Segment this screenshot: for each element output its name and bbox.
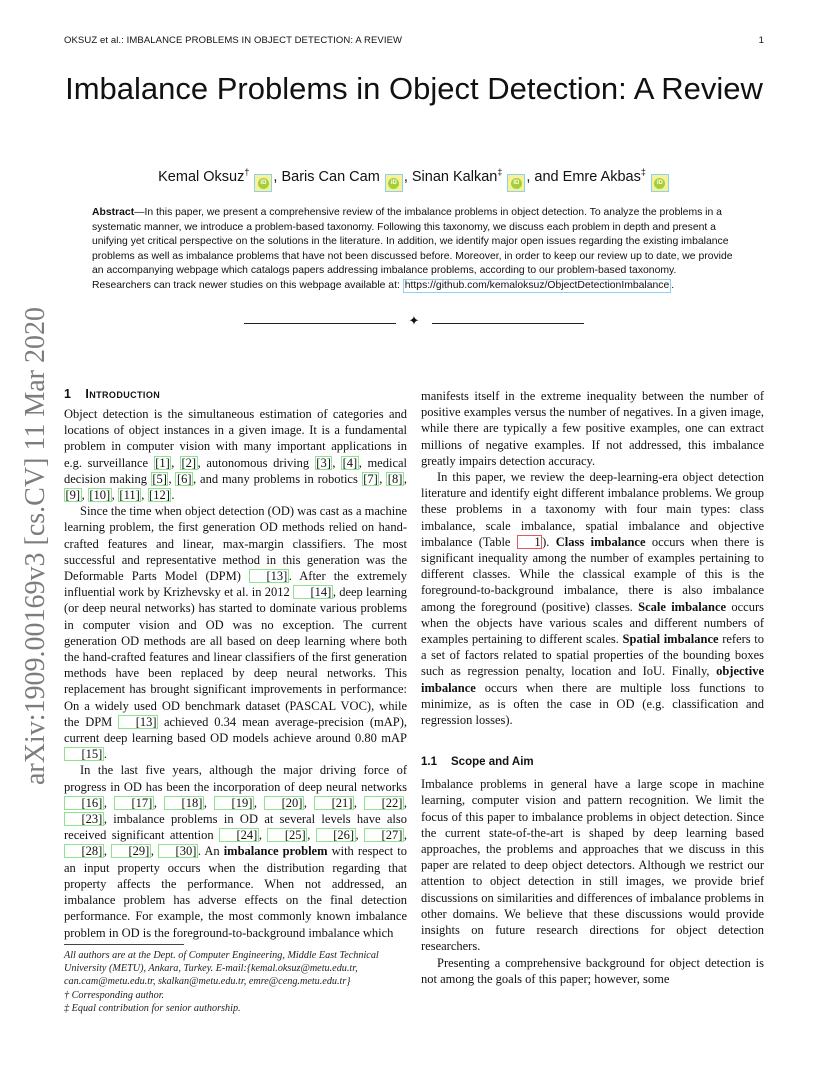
text-run: , xyxy=(403,471,407,486)
bold-term: Spatial imbalance xyxy=(622,632,719,647)
citation-link[interactable]: [2] xyxy=(181,455,197,470)
text-run: with respect to an input property occurs when the distribution regarding that property affects the performance. When not addressed, an imbalance problem has adverse effects on the final detection performance. For example, the most commonly known imbalance problem in OD is the foreground-to-background imbalance which xyxy=(64,844,408,940)
citation-link[interactable]: [26] xyxy=(316,828,356,842)
citation-link[interactable]: [13] xyxy=(249,569,289,583)
footnotes xyxy=(64,944,407,1015)
page-number: 1 xyxy=(758,35,764,46)
intro-paragraph-4: manifests itself in the extreme inequality between the number of positive examples versus the number of negatives. In a given image, while there are typically a few positive examples, one can extract millions of negative examples. If not addressed, this imbalance greatly impairs detection accuracy. xyxy=(421,389,764,468)
author-list: Kemal Oksuz† iD , Baris Can Cam iD , Sinan Kalkan‡ iD , and Emre Akbas‡ iD xyxy=(64,160,764,192)
text-run: occurs when there is significant inequality among the number of examples pertaining to different classes. While the classical example of this is the foreground-to-background imbalance, there is also imbalance among the foreground (positive) classes. xyxy=(421,534,765,614)
intro-paragraph-1 xyxy=(64,406,407,503)
text-run: , xyxy=(332,455,342,470)
section-divider xyxy=(244,316,584,332)
citation-link[interactable]: [17] xyxy=(114,796,154,810)
text-run: , xyxy=(111,488,118,503)
bold-term: imbalance problem xyxy=(223,844,328,859)
bold-term: Scale imbalance xyxy=(638,599,727,614)
citation-link[interactable]: [14] xyxy=(293,585,333,599)
orcid-icon-label: iD xyxy=(388,178,399,189)
orcid-icon[interactable] xyxy=(254,174,272,192)
text-run: , and many problems in robotics xyxy=(193,471,362,486)
text-run: refers to a set of factors related to spatial properties of the bounding boxes such as regression penalty, location and IoU. Finally, xyxy=(421,632,764,679)
citation-link[interactable]: [11] xyxy=(119,488,140,503)
divider-line-left xyxy=(244,323,396,324)
abstract-text: —In this paper, we present a comprehensive review of the imbalance problems in object detection. To analyze the problems in a systematic manner, we introduce a problem-based taxonomy. Following this taxonomy, we discuss each problem in depth and present a unifying yet critical perspective on the solutions in the literature. In addition, we identify major open issues regarding the existing imbalance problems as well as imbalance problems that have not been discussed before. Moreover, in order to keep our review up to date, we provide an accompanying webpage which catalogs papers addressing imbalance problems, according to our problem-based taxonomy. Researchers can track newer studies on this webpage available at: xyxy=(92,207,733,291)
text-run: occurs when the objects have various scales and different numbers of examples pertaining to different scales. xyxy=(421,599,764,647)
abstract-end: . xyxy=(671,279,675,291)
text-run: , xyxy=(379,471,387,486)
author-name: Sinan Kalkan xyxy=(411,168,498,185)
citation-link[interactable]: [10] xyxy=(89,488,111,503)
left-column xyxy=(64,385,407,941)
text-run: Since the time when object detection (OD) was cast as a machine learning problem, the first generation OD methods relied on hand-crafted features and linear, max-margin classifiers. The most successful and representative method in this generation was the Deformable Parts Model (DPM) xyxy=(64,504,407,584)
citation-link[interactable]: [25] xyxy=(267,828,307,842)
citation-link[interactable]: [16] xyxy=(64,796,104,810)
section-heading xyxy=(64,385,407,403)
subsection-title: Scope and Aim xyxy=(451,756,534,769)
orcid-icon[interactable] xyxy=(385,174,403,192)
subsection-number: 1.1 xyxy=(421,756,437,769)
scope-paragraph-2: Presenting a comprehensive background for object detection is not among the goals of this paper; however, some xyxy=(421,955,764,986)
text-run: . An xyxy=(197,844,224,859)
text-run: . xyxy=(171,488,175,503)
intro-paragraph-2 xyxy=(64,503,407,762)
citation-link[interactable]: [3] xyxy=(316,455,331,470)
table-reference-link[interactable]: 1 xyxy=(517,535,542,549)
author-mark: † xyxy=(244,167,250,177)
divider-ornament-icon: ✦ xyxy=(408,314,420,329)
citation-link[interactable]: [7] xyxy=(363,471,378,486)
text-run: , medical decision making xyxy=(64,455,408,486)
author-mark: ‡ xyxy=(497,167,503,177)
citation-link[interactable]: [13] xyxy=(118,715,158,729)
orcid-icon-label: iD xyxy=(511,178,522,189)
text-run: , imbalance problems in OD at several levels have also received significant attention xyxy=(64,812,407,843)
citation-link[interactable]: [8] xyxy=(387,471,403,486)
bold-term: Class imbalance xyxy=(555,534,646,549)
subsection-heading xyxy=(421,754,764,770)
text-run: , deep learning (or deep neural networks) has started to dominate various problems in computer vision and OD was no exception. The current generation OD methods are all based on deep learning where both the hand-crafted features and linear classifiers of the first generation methods have been replaced by deep neural networks. This replacement has brought significant improvements in performance: On a widely used OD benchmark dataset (PASCAL VOC), while the DPM xyxy=(64,585,408,729)
text-run: . xyxy=(103,747,107,762)
citation-link[interactable]: [15] xyxy=(64,747,104,761)
bold-term: objective imbalance xyxy=(421,664,764,695)
arxiv-identifier-stamp: arXiv:1909.00169v3 [cs.CV] 11 Mar 2020 xyxy=(20,306,51,785)
paper-title: Imbalance Problems in Object Detection: A Review xyxy=(65,71,763,106)
citation-link[interactable]: [12] xyxy=(149,488,170,503)
orcid-icon[interactable] xyxy=(651,174,669,192)
text-run: , xyxy=(141,488,148,503)
text-run: ). xyxy=(542,534,556,549)
citation-link[interactable]: [19] xyxy=(214,796,254,810)
intro-paragraph-5 xyxy=(421,469,764,728)
citation-link[interactable]: [9] xyxy=(65,488,81,503)
citation-link[interactable]: [30] xyxy=(158,844,198,858)
text-run: , xyxy=(171,455,181,470)
running-header xyxy=(64,35,764,49)
section-title: Introduction xyxy=(85,387,161,401)
text-run: In this paper, we review the deep-learning-era object detection literature and identify eight different imbalance problems. We group these problems in a taxonomy with four main types: class imbalance, scale imbalance, spatial imbalance and objective imbalance (Table xyxy=(421,470,764,549)
abstract-label: Abstract xyxy=(92,207,135,218)
orcid-icon-label: iD xyxy=(654,178,665,189)
citation-link[interactable]: [5] xyxy=(152,471,167,486)
divider-line-right xyxy=(432,323,584,324)
text-run: achieved 0.34 mean average-precision (mAP), current deep learning based OD models achieve around 0.80 mAP xyxy=(64,714,407,746)
scope-paragraph-1: Imbalance problems in general have a large scope in machine learning, computer vision and pattern recognition. We limit the focus of this paper to imbalance problems in object detection. Since the current state-of-the-art is shaped by deep learning based approaches, the problems and approaches that we discuss in this paper are related to deep object detectors. Although we restrict our attention to object detection in still images, we provide brief discussions on similarities and differences of imbalance problems in other domains. We believe that these discussions would provide insights on future research directions for object detection researchers. xyxy=(421,777,764,954)
citation-link[interactable]: [21] xyxy=(314,796,354,810)
footnote-rule xyxy=(64,944,184,945)
citation-link[interactable]: [27] xyxy=(364,828,404,842)
citation-link[interactable]: [22] xyxy=(364,796,404,810)
webpage-link[interactable]: https://github.com/kemaloksuz/ObjectDetectionImbalance xyxy=(404,279,670,291)
author-name: Emre Akbas xyxy=(562,168,641,185)
citation-link[interactable]: [29] xyxy=(111,844,151,858)
senior-authorship-footnote: ‡ Equal contribution for senior authorship. xyxy=(64,1002,241,1014)
author-name: Kemal Oksuz xyxy=(158,168,245,185)
text-run: , autonomous driving xyxy=(197,455,315,470)
orcid-icon[interactable] xyxy=(507,174,525,192)
citation-link[interactable]: [23] xyxy=(64,812,104,826)
orcid-icon-label: iD xyxy=(258,178,269,189)
citation-link[interactable]: [20] xyxy=(264,796,304,810)
text-run: . After the extremely influential work by Krizhevsky et al. in 2012 xyxy=(64,569,407,600)
citation-link[interactable]: [28] xyxy=(64,844,104,858)
corresponding-author-footnote: † Corresponding author. xyxy=(64,989,165,1001)
text-run: occurs when there are multiple loss functions to minimize, as is often the case in OD (e.g. classification and regression losses). xyxy=(421,680,764,728)
citation-link[interactable]: [1] xyxy=(155,455,170,470)
citation-link[interactable]: [24] xyxy=(219,828,259,842)
citation-link[interactable]: [4] xyxy=(342,455,358,470)
author-name: Baris Can Cam xyxy=(281,168,380,185)
abstract xyxy=(92,206,738,293)
text-run: Object detection is the simultaneous estimation of categories and locations of object instances in a given image. It is a fundamental problem in computer vision with many important applications in e.g. surveillance xyxy=(64,407,407,470)
text-run: In the last five years, although the major driving force of progress in OD has been the incorporation of deep neural networks xyxy=(64,763,407,794)
text-run: , xyxy=(81,488,88,503)
affiliation-footnote: All authors are at the Dept. of Computer Engineering, Middle East Technical University (METU), Ankara, Turkey. E-mail:{kemal.oksuz@metu.edu.tr, can.cam@metu.edu.tr, skalkan@metu.edu.tr, emre@ceng.metu.edu.tr} xyxy=(64,950,379,988)
text-run: , xyxy=(168,471,176,486)
intro-paragraph-3: In the last five years, although the major driving force of progress in OD has been the incorporation of deep neural networks [16] , [17] , [18] , [19] , [20] , [21] , [22] , [23] , imbalance problems in OD at several levels have also received significant attention [24] , [25] , [26] , [27] , [28] , [29] , [30] . An imbalance problem with respect to an input property occurs when the distribution regarding that property affects the performance. When not addressed, an imbalance problem has adverse effects on the final detection performance. For example, the most commonly known imbalance problem in OD is the foreground-to-background imbalance which xyxy=(64,763,408,940)
running-title: OKSUZ et al.: IMBALANCE PROBLEMS IN OBJECT DETECTION: A REVIEW xyxy=(64,35,403,46)
citation-link[interactable]: [18] xyxy=(164,796,204,810)
author-mark: ‡ xyxy=(640,167,646,177)
section-number: 1 xyxy=(64,387,72,401)
citation-link[interactable]: [6] xyxy=(176,471,192,486)
right-column xyxy=(421,388,764,987)
